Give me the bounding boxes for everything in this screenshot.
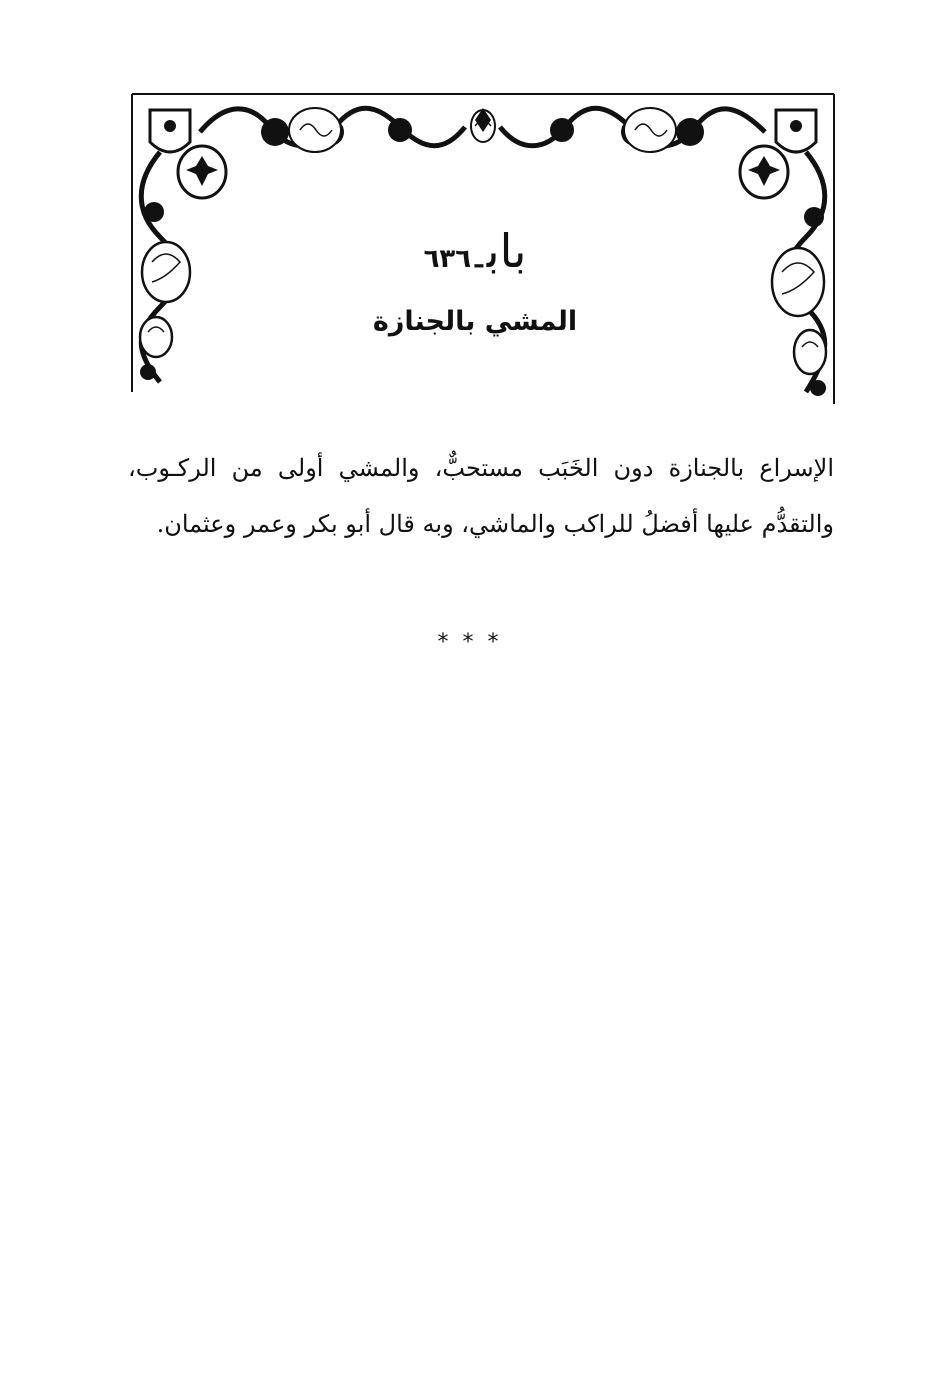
chapter-number: ٦٣٦ <box>423 244 472 274</box>
section-separator: *** <box>437 630 513 655</box>
chapter-title: المشي بالجنازة <box>372 306 578 337</box>
chapter-word: باب <box>486 224 527 278</box>
body-paragraph: الإسراع بالجنازة دون الخَبَب مستحبٌّ، والمشي أولى من الركـوب، والتقدُّم عليها أفضلُ للراكب والماشي، وبه قال أبو بكر وعمر وعثمان. <box>128 454 834 538</box>
chapter-separator: ـ <box>475 244 483 274</box>
chapter-heading <box>300 224 650 278</box>
